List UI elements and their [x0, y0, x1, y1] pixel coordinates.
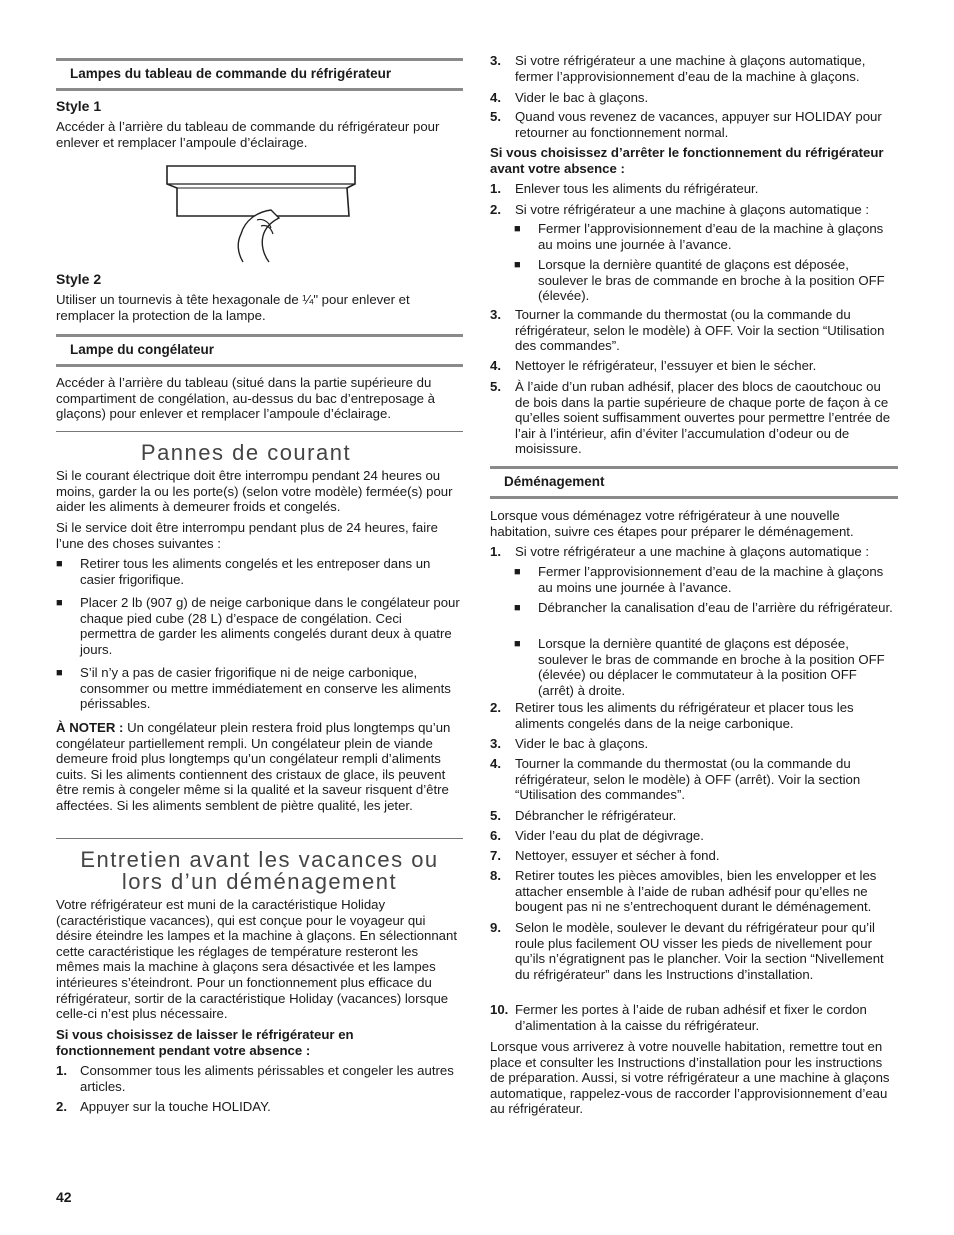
- bullet-marker: ■: [514, 566, 521, 578]
- step-number: 5.: [490, 109, 501, 124]
- step-text: Tourner la commande du thermostat (ou la commande du réfrigérateur, selon le modèle) à OFF (arrêt). Voir la section “Utilisation des commandes”.: [515, 756, 861, 803]
- step-text: Nettoyer le réfrigérateur, l’essuyer et bien le sécher.: [515, 358, 817, 373]
- lamp-panel-heading: Lampes du tableau de commande du réfrigérateur: [70, 66, 392, 81]
- step-number: 1.: [56, 1063, 67, 1078]
- step-number: 6.: [490, 828, 501, 843]
- step-text: Débrancher le réfrigérateur.: [515, 808, 677, 823]
- step-number: 3.: [490, 53, 501, 68]
- style1-heading: Style 1: [56, 98, 102, 114]
- stop-heading: Si vous choisissez d’arrêter le fonctionnement du réfrigérateur avant votre absence :: [490, 145, 884, 176]
- power-paragraph: Si le service doit être interrompu pendant plus de 24 heures, faire l’une des choses suivantes :: [56, 520, 438, 551]
- step-number: 2.: [56, 1099, 67, 1114]
- step-number: 4.: [490, 358, 501, 373]
- bullet-marker: ■: [514, 602, 521, 614]
- power-paragraph: Si le courant électrique doit être interrompu pendant 24 heures ou moins, garder la ou les porte(s) (selon votre modèle) fermée(s) pour aider les aliments à demeurer froids et congelés.: [56, 468, 453, 515]
- section-rule: [490, 466, 898, 469]
- section-rule: [56, 58, 463, 61]
- list-item: Fermer l’approvisionnement d’eau de la machine à glaçons au moins une journée à l’avance.: [538, 221, 884, 252]
- freezer-lamp-heading: Lampe du congélateur: [70, 342, 215, 357]
- step-text: Retirer tous les aliments du réfrigérateur et placer tous les aliments congelés dans de la neige carbonique.: [515, 700, 854, 731]
- section-rule: [56, 334, 463, 337]
- bullet-marker: ■: [56, 597, 63, 609]
- step-number: 5.: [490, 379, 501, 394]
- list-item: S’il n’y a pas de casier frigorifique ni de neige carbonique, consommer ou mettre immédiatement en conserve les aliments périssables.: [80, 665, 451, 712]
- step-text: Selon le modèle, soulever le devant du réfrigérateur pour qu’il roule plus facilement OU visser les pieds de nivellement pour qu’ils n’égratignent pas le plancher. Voir la section “Nivellement du réfrigérateur” dans les Instructions d’installation.: [515, 920, 884, 982]
- vacation-title-line1: Entretien avant les vacances ou: [80, 847, 439, 872]
- step-number: 8.: [490, 868, 501, 883]
- section-rule: [56, 364, 463, 367]
- step-text: Consommer tous les aliments périssables et congeler les autres articles.: [80, 1063, 454, 1094]
- step-text: Tourner la commande du thermostat (ou la commande du réfrigérateur, selon le modèle) à OFF. Voir la section “Utilisation des commandes”.: [515, 307, 885, 354]
- bullet-marker: ■: [514, 638, 521, 650]
- section-rule: [490, 496, 898, 499]
- step-number: 9.: [490, 920, 501, 935]
- bullet-marker: ■: [514, 223, 521, 235]
- step-number: 4.: [490, 756, 501, 771]
- style1-text: Accéder à l’arrière du tableau de commande du réfrigérateur pour enlever et remplacer l’ampoule d’éclairage.: [56, 119, 440, 150]
- bullet-marker: ■: [56, 667, 63, 679]
- lamp-panel-illustration: [165, 162, 359, 266]
- step-number: 2.: [490, 202, 501, 217]
- style2-text: Utiliser un tournevis à tête hexagonale de ¼" pour enlever et remplacer la protection de la lampe.: [56, 292, 410, 323]
- keep-running-heading: Si vous choisissez de laisser le réfrigérateur en fonctionnement pendant votre absence :: [56, 1027, 354, 1058]
- power-outage-title: Pannes de courant: [140, 440, 352, 465]
- step-number: 10.: [490, 1002, 509, 1017]
- note-paragraph: [56, 720, 461, 814]
- step-number: 3.: [490, 736, 501, 751]
- list-item: Placer 2 lb (907 g) de neige carbonique dans le congélateur pour chaque pied cube (28 L) d’espace de congélation. Ceci permettra de garder les aliments congelés durant deux à quatre jours.: [80, 595, 460, 657]
- step-number: 5.: [490, 808, 501, 823]
- vacation-title-line2: lors d’un déménagement: [121, 869, 398, 894]
- step-text: Fermer les portes à l’aide de ruban adhésif et fixer le cordon d’alimentation à la caisse du réfrigérateur.: [515, 1002, 867, 1033]
- bullet-marker: ■: [514, 259, 521, 271]
- moving-paragraph: Lorsque vous déménagez votre réfrigérateur à une nouvelle habitation, suivre ces étapes pour préparer le déménagement.: [490, 508, 854, 539]
- step-text: Si votre réfrigérateur a une machine à glaçons automatique :: [515, 202, 870, 217]
- step-text: Nettoyer, essuyer et sécher à fond.: [515, 848, 720, 863]
- step-number: 4.: [490, 90, 501, 105]
- style2-heading: Style 2: [56, 271, 102, 287]
- note-text: Un congélateur plein restera froid plus longtemps qu’un congélateur partiellement rempli. Un congélateur plein de viande demeure froid plus longtemps qu’un congélateur rempli d’aliments cuits. Si les aliments contiennent des cristaux de glace, ils peuvent être remis à congeler même si la qualité et la saveur risquent d’être affectées. Si les aliments semblent de piètre qualité, les jeter.: [56, 720, 451, 813]
- page-number: 42: [56, 1189, 72, 1205]
- list-item: Lorsque la dernière quantité de glaçons est déposée, soulever le bras de commande en broche à la position OFF (élevée).: [538, 257, 885, 304]
- freezer-lamp-text: Accéder à l’arrière du tableau (situé dans la partie supérieure du compartiment de congélation, au-dessus du bac d’entreposage à glaçons) pour enlever et remplacer l’ampoule d’éclairage.: [56, 375, 436, 422]
- step-number: 2.: [490, 700, 501, 715]
- bullet-marker: ■: [56, 558, 63, 570]
- step-text: Si votre réfrigérateur a une machine à glaçons automatique :: [515, 544, 870, 559]
- step-text: Si votre réfrigérateur a une machine à glaçons automatique, fermer l’approvisionnement d’eau de la machine à glaçons.: [515, 53, 866, 84]
- moving-final-paragraph: Lorsque vous arriverez à votre nouvelle habitation, remettre tout en place et consulter les Instructions d’installation pour les instructions de préparation. Aussi, si votre réfrigérateur a une machine à glaçons automatique, rappelez-vous de raccorder l’approvisionnement d’eau au réfrigérateur.: [490, 1039, 890, 1117]
- step-number: 7.: [490, 848, 501, 863]
- step-text: À l’aide d’un ruban adhésif, placer des blocs de caoutchouc ou de bois dans la partie supérieure de chaque porte de façon à ce qu’elles soient suffisamment ouvertes pour permettre l’entrée de l’air à l’intérieur, afin d’éviter l’accumulation d’odeur ou de moisissure.: [515, 379, 891, 457]
- step-text: Vider le bac à glaçons.: [515, 736, 649, 751]
- step-number: 3.: [490, 307, 501, 322]
- list-item: Lorsque la dernière quantité de glaçons est déposée, soulever le bras de commande en broche à la position OFF (élevée) ou déplacer le commutateur à la position OFF (arrêt) à droite.: [538, 636, 885, 698]
- vacation-paragraph: Votre réfrigérateur est muni de la caractéristique Holiday (caractéristique vacances), qui est conçue pour le voyageur qui désire éteindre les lampes et la machine à glaçons. En sélectionnant cette caractéristique les réglages de température resteront les mêmes mais la machine à glaçons sera désactivée et les lampes intérieures s’éteindront. Pour un fonctionnement plus efficace du réfrigérateur, sortir de la caractéristique Holiday (vacances) lorsque celle-ci n’est plus nécessaire.: [56, 897, 457, 1022]
- step-text: Retirer toutes les pièces amovibles, bien les envelopper et les attacher ensemble à l’aide de ruban adhésif pour qu’elles ne bougent pas ni ne s’entrechoquent durant le déménagement.: [515, 868, 877, 915]
- step-text: Enlever tous les aliments du réfrigérateur.: [515, 181, 759, 196]
- list-item: Débrancher la canalisation d’eau de l’arrière du réfrigérateur.: [538, 600, 893, 615]
- step-text: Appuyer sur la touche HOLIDAY.: [80, 1099, 271, 1114]
- step-text: Vider le bac à glaçons.: [515, 90, 649, 105]
- moving-heading: Déménagement: [504, 474, 605, 489]
- step-number: 1.: [490, 544, 501, 559]
- section-rule: [56, 838, 463, 839]
- list-item: Fermer l’approvisionnement d’eau de la machine à glaçons au moins une journée à l’avance.: [538, 564, 884, 595]
- note-label: À NOTER :: [56, 720, 124, 735]
- section-rule: [56, 431, 463, 432]
- list-item: Retirer tous les aliments congelés et les entreposer dans un casier frigorifique.: [80, 556, 431, 587]
- section-rule: [56, 88, 463, 91]
- step-number: 1.: [490, 181, 501, 196]
- step-text: Quand vous revenez de vacances, appuyer sur HOLIDAY pour retourner au fonctionnement normal.: [515, 109, 882, 140]
- step-text: Vider l’eau du plat de dégivrage.: [515, 828, 704, 843]
